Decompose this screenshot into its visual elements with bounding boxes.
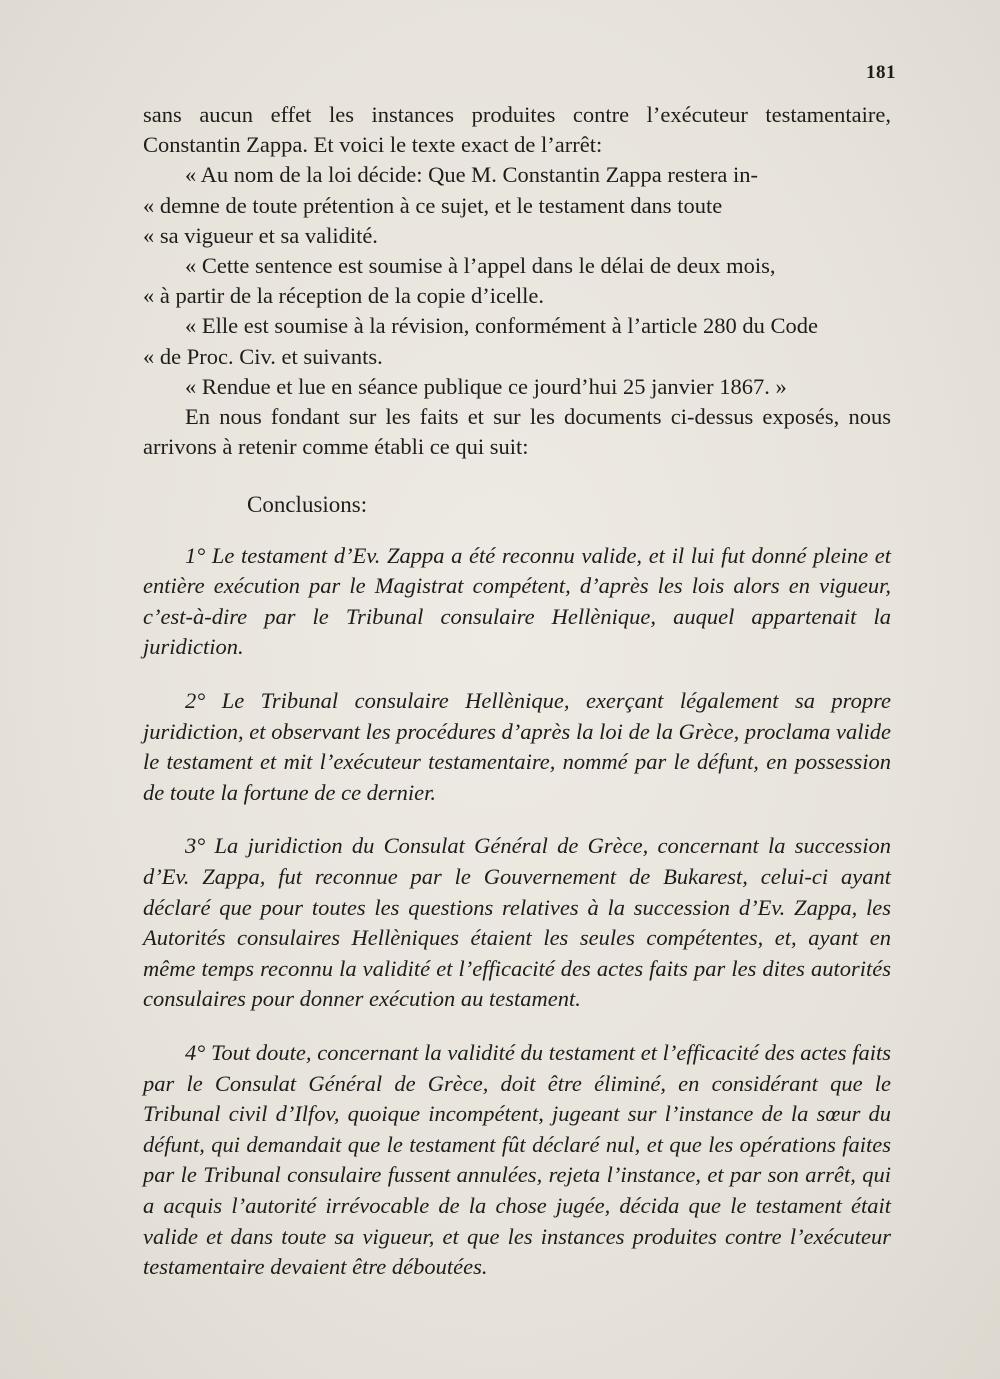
quote-line: « demne de toute prétention à ce sujet, et le testament dans toute bbox=[143, 192, 723, 218]
conclusion-text: Tout doute, concernant la validité du testament et l’efficacité des actes faits par le Consulat Général de Grèce, doit être éliminé, en considérant que le Tribunal civil d’Ilfov, quoique incompétent, jugeant sur l’instance de la sœur du défunt, qui demandait que le testament fût déclaré nul, et que les opérations faites par le Tribunal consulaire fussent annulées, rejeta l’instance, et par son arrêt, qui a acquis l’autorité irrévocable de la chose jugée, décida que le testament était valide et dans toute sa vigueur, et que les instances produites contre l’exécuteur testamentaire devaient être déboutées. bbox=[143, 1039, 891, 1280]
conclusion-number: 3° bbox=[185, 833, 206, 859]
conclusion-item bbox=[143, 831, 891, 1015]
body-text bbox=[143, 100, 891, 1306]
quote-line: « à partir de la réception de la copie d’icelle. bbox=[143, 283, 545, 309]
quote-line: « Cette sentence est soumise à l’appel dans le délai de deux mois, bbox=[185, 253, 776, 279]
quote-line: « Au nom de la loi décide: Que M. Constantin Zappa restera in- bbox=[185, 162, 758, 188]
conclusion-number: 4° bbox=[185, 1039, 206, 1065]
page-number: 181 bbox=[866, 62, 896, 83]
conclusion-item bbox=[143, 686, 891, 808]
conclusion-number: 1° bbox=[185, 542, 206, 568]
opening-paragraph: sans aucun effet les instances produites contre l’exécuteur testamentaire, Constantin Zappa. Et voici le texte exact de l’arrêt: bbox=[143, 102, 891, 158]
quote-line: « de Proc. Civ. et suivants. bbox=[143, 343, 383, 369]
quote-line: « sa vigueur et sa validité. bbox=[143, 222, 378, 248]
conclusion-text: La juridiction du Consulat Général de Grèce, concernant la succession d’Ev. Zappa, fut reconnue par le Gouvernement de Bukarest, celui-ci ayant déclaré que pour toutes les questions relatives à la succession d’Ev. Zappa, les Autorités consulaires Hellèniques étaient les seules compétentes, et, ayant en même temps reconnu la validité et l’efficacité des actes faits par les dites autorités consulaires pour donner exécution au testament. bbox=[143, 833, 892, 1012]
conclusion-text: Le testament d’Ev. Zappa a été reconnu valide, et il lui fut donné pleine et entière exécution par le Magistrat compétent, d’après les lois alors en vigueur, c’est-à-dire par le Tribunal consulaire Hellènique, auquel appartenait la juridiction. bbox=[143, 542, 892, 660]
conclusion-text: Le Tribunal consulaire Hellènique, exerçant légalement sa propre juridiction, et observant les procédures d’après la loi de la Grèce, proclama valide le testament et mit l’exécuteur testamentaire, nommé par le défunt, en possession de toute la fortune de ce dernier. bbox=[143, 688, 891, 805]
conclusion-item bbox=[143, 541, 891, 663]
quote-line: « Elle est soumise à la révision, conformément à l’article 280 du Code bbox=[185, 313, 818, 339]
conclusions-heading: Conclusions: bbox=[247, 492, 368, 518]
conclusion-item bbox=[143, 1038, 891, 1283]
quote-line: « Rendue et lue en séance publique ce jourd’hui 25 janvier 1867. » bbox=[185, 373, 787, 399]
summary-paragraph: En nous fondant sur les faits et sur les documents ci-dessus exposés, nous arrivons à retenir comme établi ce qui suit: bbox=[143, 404, 891, 460]
conclusion-number: 2° bbox=[185, 688, 206, 714]
